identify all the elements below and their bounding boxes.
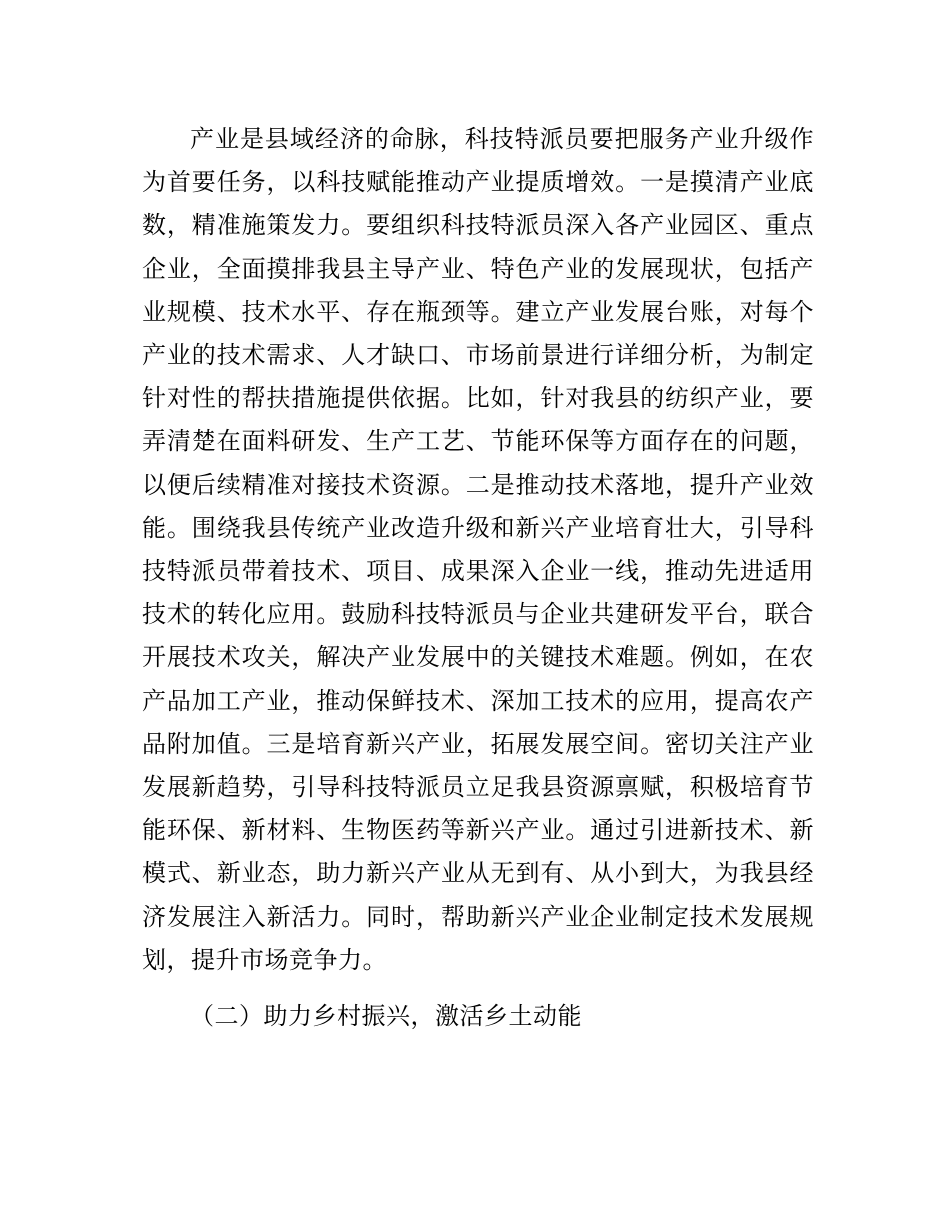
section-heading: （二）助力乡村振兴，激活乡土动能: [190, 1002, 582, 1030]
body-paragraph: 产业是县域经济的命脉，科技特派员要把服务产业升级作为首要任务，以科技赋能推动产业提质增效。一是摸清产业底数，精准施策发力。要组织科技特派员深入各产业园区、重点企业，全面摸排我县主导产业、特色产业的发展现状，包括产业规模、技术水平、存在瓶颈等。建立产业发展台账，对每个产业的技术需求、人才缺口、市场前景进行详细分析，为制定针对性的帮扶措施提供依据。比如，针对我县的纺织产业，要弄清楚在面料研发、生产工艺、节能环保等方面存在的问题，以便后续精准对接技术资源。二是推动技术落地，提升产业效能。围绕我县传统产业改造升级和新兴产业培育壮大，引导科技特派员带着技术、项目、成果深入企业一线，推动先进适用技术的转化应用。鼓励科技特派员与企业共建研发平台，联合开展技术攻关，解决产业发展中的关键技术难题。例如，在农产品加工产业，推动保鲜技术、深加工技术的应用，提高农产品附加值。三是培育新兴产业，拓展发展空间。密切关注产业发展新趋势，引导科技特派员立足我县资源禀赋，积极培育节能环保、新材料、生物医药等新兴产业。通过引进新技术、新模式、新业态，助力新兴产业从无到有、从小到大，为我县经济发展注入新活力。同时，帮助新兴产业企业制定技术发展规划，提升市场竞争力。: [142, 125, 814, 974]
